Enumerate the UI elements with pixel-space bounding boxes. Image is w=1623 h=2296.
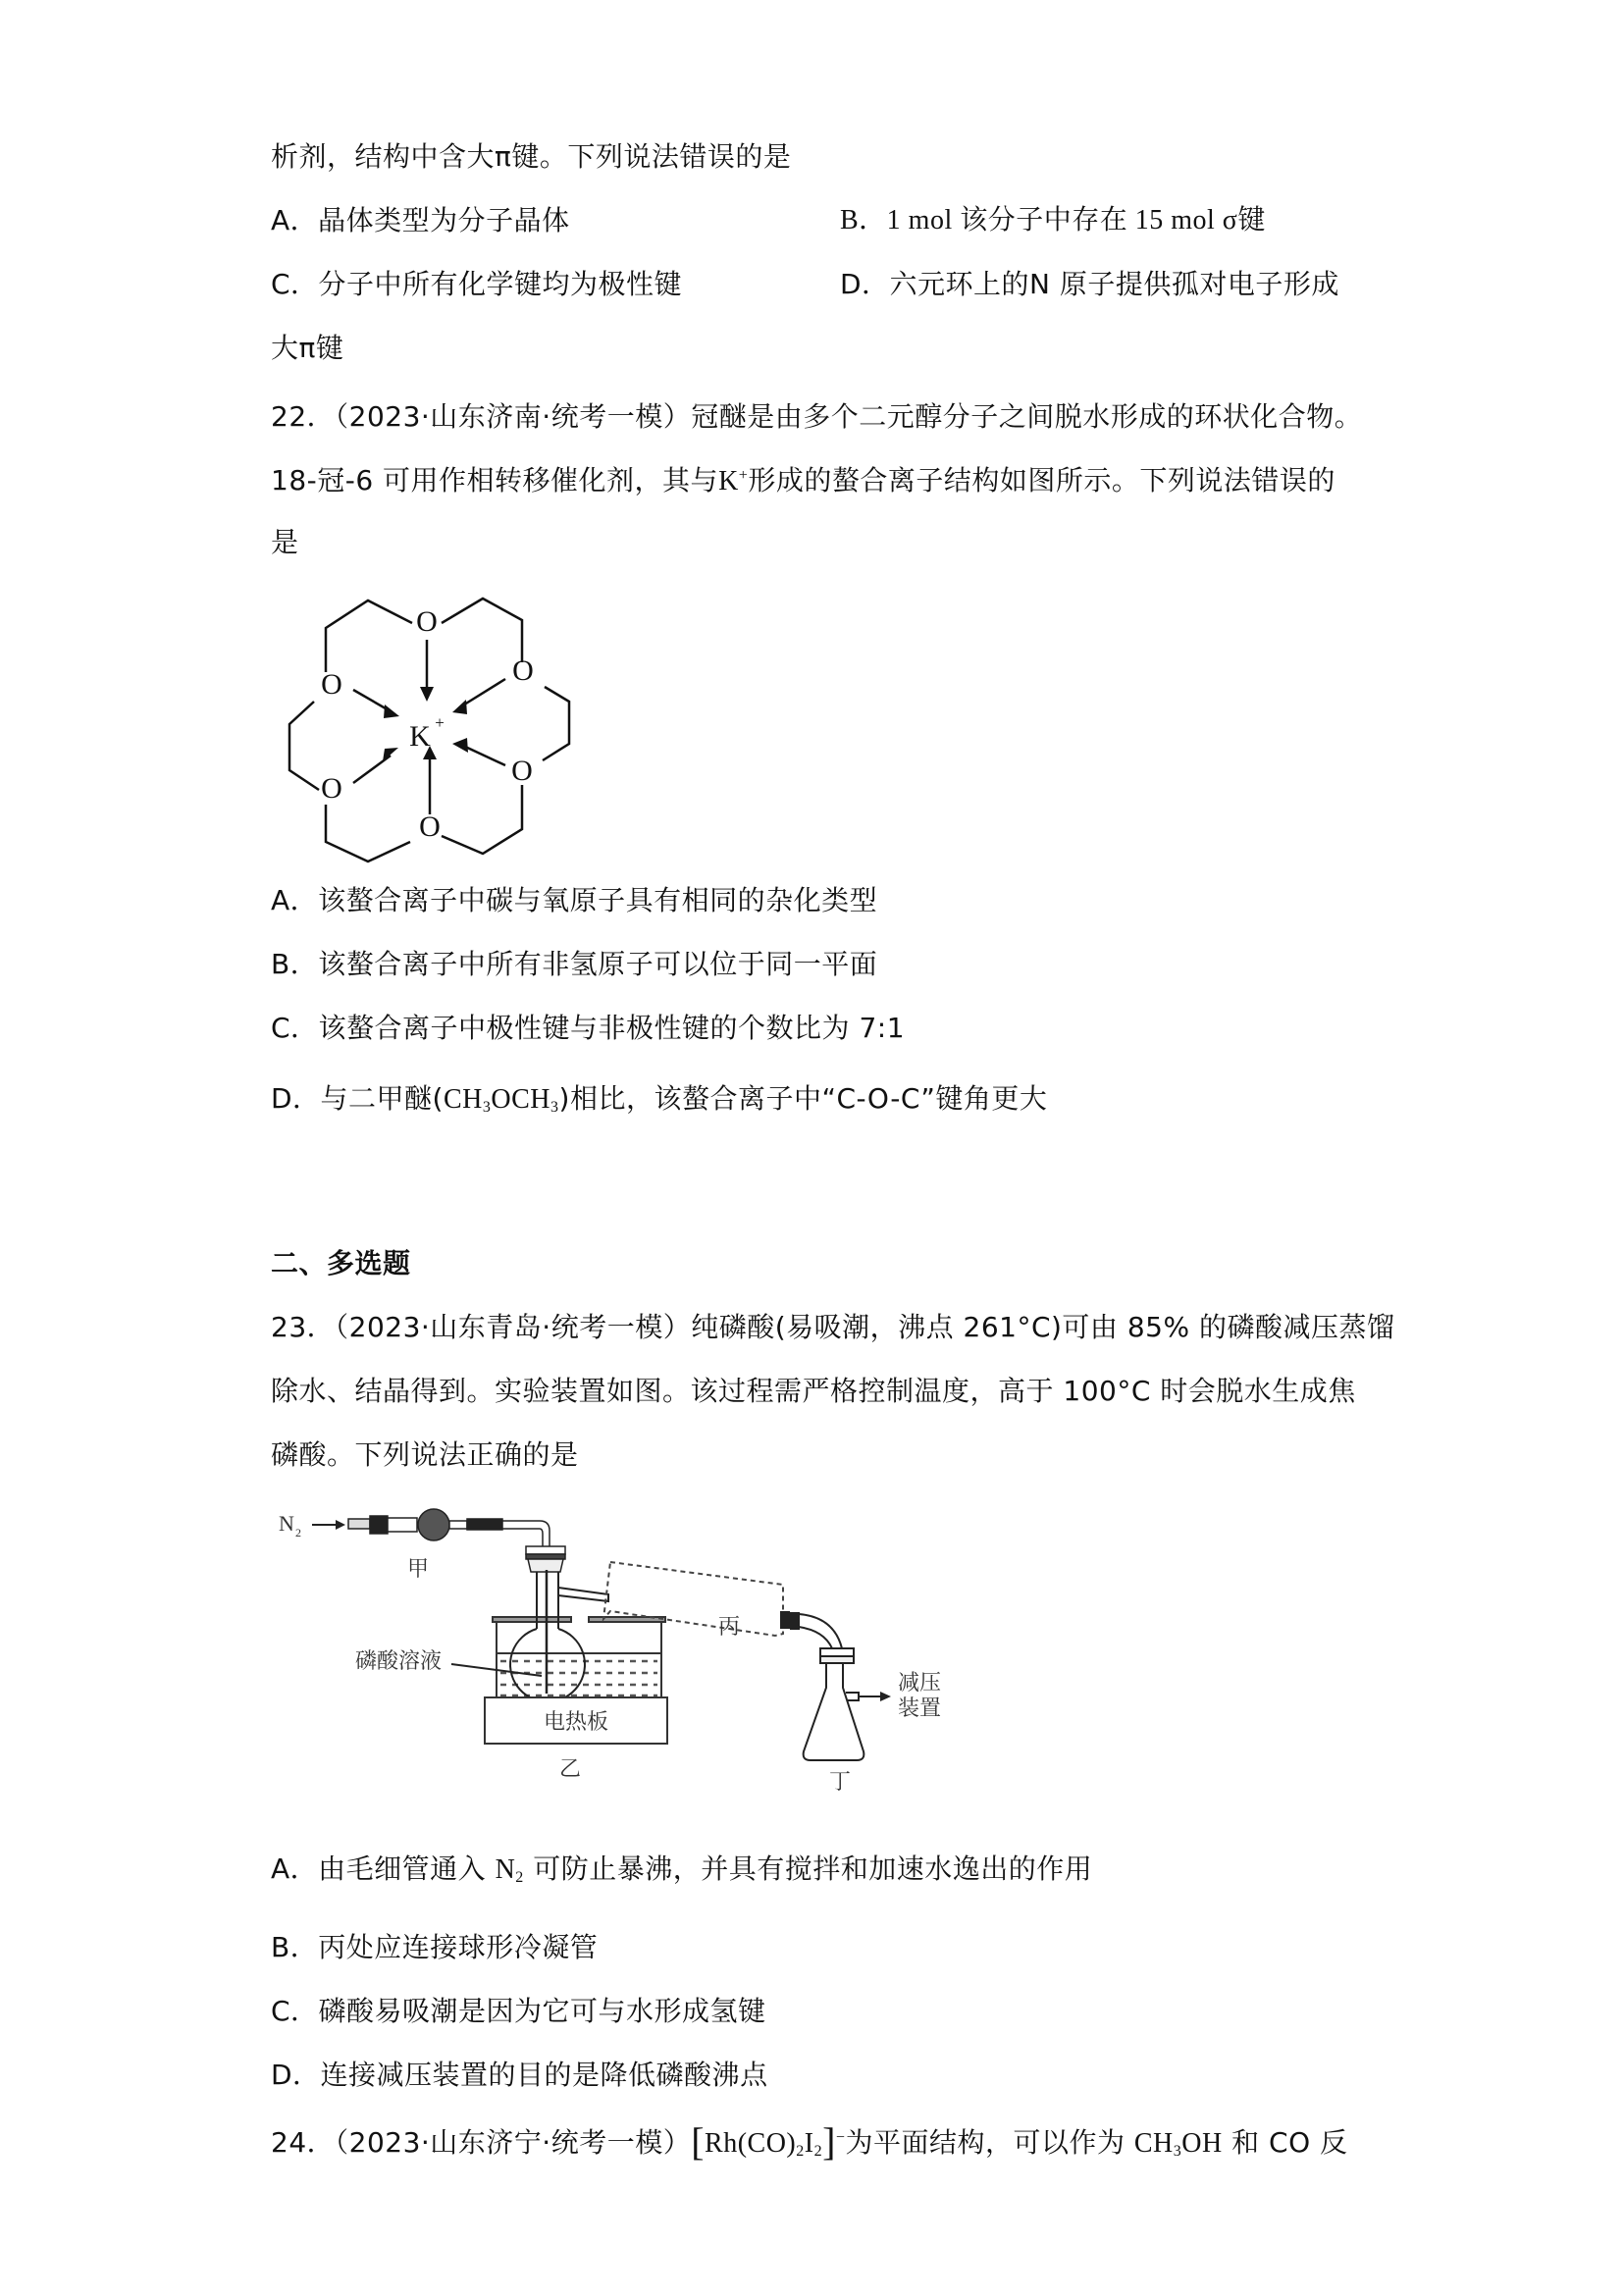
methanol-oh: OH bbox=[1181, 2128, 1223, 2159]
q23-option-a-post: 可防止暴沸，并具有搅拌和加速水逸出的作用 bbox=[523, 1852, 1093, 1885]
oxygen-atom-upper-left: O bbox=[321, 668, 342, 701]
erlenmeyer-flask-ding bbox=[804, 1648, 864, 1760]
q21-option-d-line1: D．六元环上的N 原子提供孤对电子形成 bbox=[840, 268, 1339, 300]
oxygen-atom-lower-left: O bbox=[321, 772, 342, 805]
flask-stopper bbox=[526, 1546, 565, 1572]
formula-part-ch: CH bbox=[444, 1084, 483, 1115]
methanol-formula bbox=[1134, 2128, 1223, 2159]
label-yi: 乙 bbox=[559, 1756, 582, 1781]
oxygen-atom-lower-right: O bbox=[511, 755, 533, 787]
n2-inlet-arrow bbox=[312, 1520, 345, 1530]
potassium-center-charge: + bbox=[435, 713, 445, 732]
q23-stem-line1: 23．（2023·山东青岛·统考一模）纯磷酸(易吸潮，沸点 261°C)可由 85% 的磷酸减压蒸馏 bbox=[271, 1311, 1395, 1343]
n2-label: N bbox=[279, 1511, 294, 1536]
oxygen-atom-top: O bbox=[416, 605, 438, 638]
label-jia: 甲 bbox=[407, 1556, 430, 1581]
n2-subscript: 2 bbox=[295, 1526, 301, 1539]
q22-stem-line3: 是 bbox=[271, 526, 299, 558]
label-hot-plate: 电热板 bbox=[543, 1709, 609, 1734]
label-bing: 丙 bbox=[718, 1614, 741, 1639]
nitrogen-symbol: N bbox=[495, 1854, 516, 1885]
bath-liquid bbox=[500, 1661, 657, 1696]
q22-stem-line1: 22．（2023·山东济南·统考一模）冠醚是由多个二元醇分子之间脱水形成的环状化合物。 bbox=[271, 400, 1363, 433]
adapter-tube bbox=[781, 1612, 842, 1648]
complex-sub-co: 2 bbox=[796, 2143, 805, 2160]
q22-stem-line2-a: 18-冠-6 可用作相转移催化剂，其与 bbox=[271, 464, 719, 496]
q22-option-a: A．该螯合离子中碳与氧原子具有相同的杂化类型 bbox=[271, 884, 878, 916]
vacuum-arrow bbox=[859, 1692, 891, 1701]
q22-option-b: B．该螯合离子中所有非氢原子可以位于同一平面 bbox=[271, 948, 878, 980]
distillation-apparatus-diagram bbox=[265, 1501, 1089, 1805]
q21-option-a: A．晶体类型为分子晶体 bbox=[271, 204, 570, 236]
q24-stem-line1 bbox=[271, 2119, 1348, 2164]
dimethyl-ether-formula bbox=[444, 1084, 559, 1115]
q21-option-d-line2: 大π键 bbox=[271, 332, 344, 364]
q21-option-c: C．分子中所有化学键均为极性键 bbox=[271, 268, 683, 300]
potassium-center-atom: K bbox=[409, 720, 431, 753]
q24-mid-text: 为平面结构，可以作为 bbox=[845, 2126, 1134, 2159]
q23-stem-line2: 除水、结晶得到。实验装置如图。该过程需严格控制温度，高于 100°C 时会脱水生成焦 bbox=[271, 1375, 1356, 1407]
capillary-tube-jia bbox=[348, 1509, 550, 1548]
formula-sub-3b: 3 bbox=[550, 1099, 559, 1116]
methanol-sub: 3 bbox=[1173, 2143, 1182, 2160]
rhodium-complex-formula: $[Rh(CO)_2I_2]^-$ bbox=[691, 2119, 846, 2164]
q22-option-d-post: )相比，该螯合离子中“C-O-C”键角更大 bbox=[558, 1082, 1048, 1115]
formula-sub-3a: 3 bbox=[482, 1099, 492, 1116]
oxygen-atom-bottom: O bbox=[419, 810, 441, 843]
complex-sub-i: 2 bbox=[813, 2143, 823, 2160]
label-vacuum-line1: 减压 bbox=[898, 1670, 942, 1695]
q23-option-a bbox=[271, 1850, 1092, 1890]
q22-stem-line2 bbox=[271, 461, 1335, 501]
q22-stem-line2-b: 形成的螯合离子结构如图所示。下列说法错误的 bbox=[748, 464, 1335, 496]
complex-rh-co: Rh(CO) bbox=[705, 2128, 797, 2159]
q22-option-d-pre: D．与二甲醚( bbox=[271, 1082, 444, 1115]
potassium-symbol: K bbox=[718, 466, 739, 496]
round-bottom-flask bbox=[510, 1570, 608, 1701]
complex-iodine: I bbox=[804, 2128, 814, 2159]
crown-ether-diagram bbox=[265, 579, 589, 863]
q24-post-text: 和 CO 反 bbox=[1222, 2126, 1348, 2159]
complex-charge: − bbox=[835, 2129, 846, 2146]
potassium-charge: + bbox=[738, 467, 749, 484]
formula-part-och: OCH bbox=[491, 1084, 551, 1115]
q24-source: 24．（2023·山东济宁·统考一模） bbox=[271, 2126, 692, 2159]
label-ding: 丁 bbox=[829, 1769, 852, 1794]
condenser-position-bing bbox=[603, 1562, 783, 1636]
q22-option-d bbox=[271, 1079, 1047, 1120]
nitrogen-subscript: 2 bbox=[515, 1869, 524, 1886]
nitrogen-formula bbox=[496, 1854, 524, 1885]
q21-option-b: B．1 mol 该分子中存在 15 mol σ键 bbox=[840, 205, 1266, 235]
q23-option-a-pre: A．由毛细管通入 bbox=[271, 1852, 496, 1885]
q23-stem-line3: 磷酸。下列说法正确的是 bbox=[271, 1438, 579, 1471]
label-vacuum-line2: 装置 bbox=[898, 1696, 942, 1720]
q22-option-c: C．该螯合离子中极性键与非极性键的个数比为 7:1 bbox=[271, 1012, 906, 1044]
methanol-ch: CH bbox=[1133, 2128, 1174, 2159]
section-heading-multiple-choice: 二、多选题 bbox=[271, 1247, 411, 1279]
q23-option-b: B．丙处应连接球形冷凝管 bbox=[271, 1931, 599, 1963]
potassium-ion bbox=[718, 466, 748, 496]
q23-option-c: C．磷酸易吸潮是因为它可与水形成氢键 bbox=[271, 1995, 766, 2027]
label-phosphoric-acid-solution: 磷酸溶液 bbox=[355, 1648, 443, 1673]
q23-option-d: D．连接减压装置的目的是降低磷酸沸点 bbox=[271, 2059, 768, 2091]
q21-stem-tail: 析剂，结构中含大π键。下列说法错误的是 bbox=[271, 140, 792, 173]
oxygen-atom-upper-right: O bbox=[512, 654, 534, 687]
